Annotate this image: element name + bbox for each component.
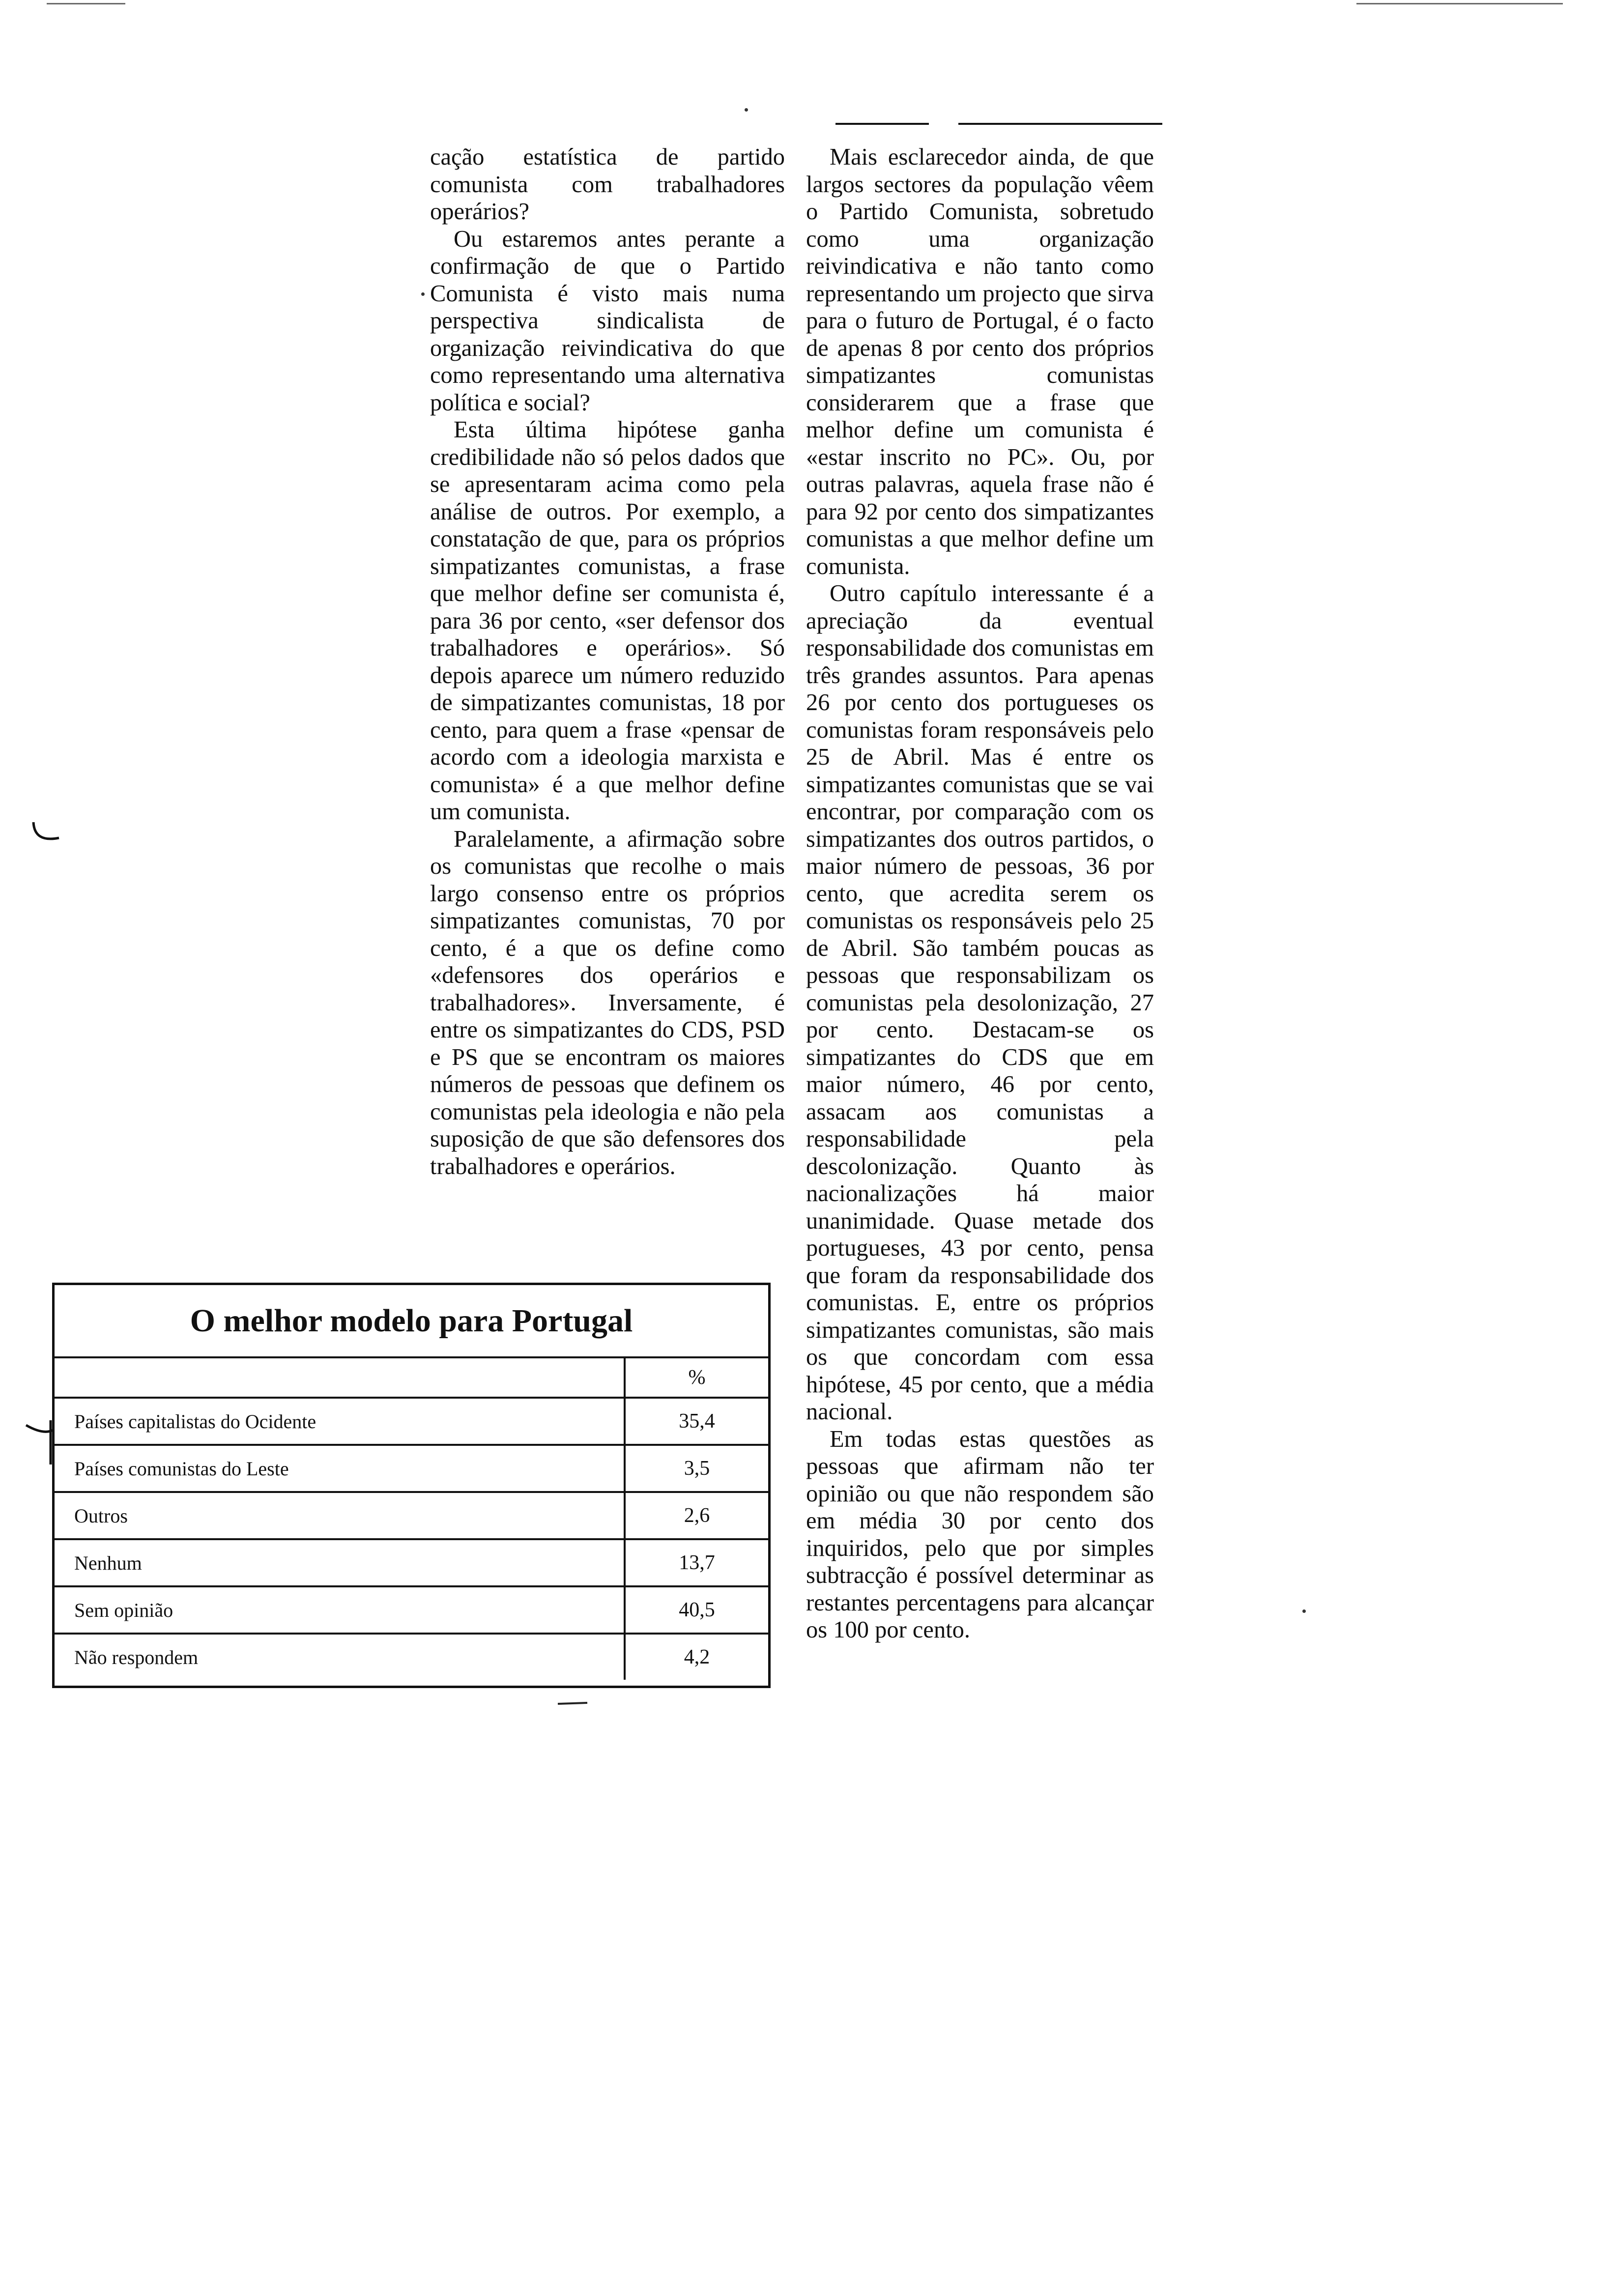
paragraph: Paralelamente, a afirmação sobre os comunistas que recolhe o mais largo consenso entre os próprios simpatizantes comunistas, 70 por cento, é a que os define como «defensores dos operários e trabalhadores». Inversamente, é entre os simpatizantes do CDS, PSD e PS que se encontram os maiores números de pessoas que definem os comunistas pela ideologia e não pela suposição de que são defensores dos trabalhadores e operários. xyxy=(430,826,785,1179)
header-blank-cell xyxy=(55,1358,625,1398)
table-row xyxy=(55,1634,768,1680)
paragraph: Esta última hipótese ganha credibilidade não só pelos dados que se apresentaram acima como pela análise de outros. Por exemplo, a constatação de que, para os próprios simpatizantes comunistas, a frase que melhor define ser comunista é, para 36 por cento, «ser defensor dos trabalhadores e operários». Só depois aparece um número reduzido de simpatizantes comunistas, 18 por cento, para quem a frase «pensar de acordo com a ideologia marxista e comunista» é a que melhor define um comunista. xyxy=(430,417,785,825)
column-rule-short xyxy=(835,123,929,125)
row-label: Países comunistas do Leste xyxy=(55,1445,625,1492)
table-grid xyxy=(55,1358,768,1680)
article-left-column xyxy=(430,144,785,1180)
table-header-row xyxy=(55,1358,768,1398)
table-row xyxy=(55,1492,768,1539)
article-right-column xyxy=(806,144,1154,1644)
row-label: Países capitalistas do Ocidente xyxy=(55,1398,625,1445)
scan-border-right xyxy=(1356,3,1563,4)
row-label: Nenhum xyxy=(55,1539,625,1586)
table-title: O melhor modelo para Portugal xyxy=(55,1285,768,1358)
paragraph: Em todas estas questões as pessoas que afirmam não ter opinião ou que não respondem são em média 30 por cento dos inquiridos, pelo que por simples subtracção é possível determinar as restantes percentagens para alcançar os 100 por cento. xyxy=(806,1426,1154,1643)
row-label: Sem opinião xyxy=(55,1586,625,1634)
row-value: 3,5 xyxy=(625,1445,768,1492)
paragraph: Mais esclarecedor ainda, de que largos sectores da população vêem o Partido Comunista, sobretudo como uma organização reivindicativa e não tanto como representando um projecto que sirva para o futuro de Portugal, é o facto de apenas 8 por cento dos próprios simpatizantes comunistas considerarem que a frase que melhor define um comunista é «estar inscrito no PC». Ou, por outras palavras, aquela frase não é para 92 por cento dos simpatizantes comunistas a que melhor define um comunista. xyxy=(806,144,1154,579)
row-label: Outros xyxy=(55,1492,625,1539)
unit-header: % xyxy=(625,1358,768,1398)
scan-speck-icon xyxy=(421,292,425,296)
table-row xyxy=(55,1445,768,1492)
scan-tick-mark-icon xyxy=(24,1410,68,1469)
scan-speck-icon xyxy=(1302,1609,1306,1613)
table-row xyxy=(55,1586,768,1634)
survey-table xyxy=(52,1283,771,1688)
row-value: 13,7 xyxy=(625,1539,768,1586)
paragraph: Outro capítulo interessante é a apreciação da eventual responsabilidade dos comunistas em três grandes assuntos. Para apenas 26 por cento dos portugueses os comunistas foram responsáveis pelo 25 de Abril. Mas é entre os simpatizantes comunistas que se vai encontrar, por comparação com os simpatizantes dos outros partidos, o maior número de pessoas, 36 por cento, que acredita serem os comunistas os responsáveis pelo 25 de Abril. São também poucas as pessoas que responsabilizam os comunistas pela desolonização, 27 por cento. Destacam-se os simpatizantes do CDS que em maior número, 46 por cento, assacam aos comunistas a responsabilidade pela descolonização. Quanto às nacionalizações há maior unanimidade. Quase metade dos portugueses, 43 por cento, pensa que foram da responsabilidade dos comunistas. E, entre os próprios simpatizantes comunistas, são mais os que concordam com essa hipótese, 45 por cento, que a média nacional. xyxy=(806,580,1154,1425)
scan-speck-icon xyxy=(745,108,748,112)
table-row xyxy=(55,1398,768,1445)
row-label: Não respondem xyxy=(55,1634,625,1680)
scan-corner-mark-icon xyxy=(29,818,64,853)
paragraph: Ou estaremos antes perante a confirmação de que o Partido Comunista é visto mais numa perspectiva sindicalista de organização reivindicativa do que como representando uma alternativa política e social? xyxy=(430,226,785,416)
column-rule-long xyxy=(958,123,1162,125)
row-value: 2,6 xyxy=(625,1492,768,1539)
scan-dash-mark-icon xyxy=(555,1698,590,1708)
paragraph: cação estatística de partido comunista com trabalhadores operários? xyxy=(430,144,785,225)
table-row xyxy=(55,1539,768,1586)
row-value: 35,4 xyxy=(625,1398,768,1445)
row-value: 40,5 xyxy=(625,1586,768,1634)
row-value: 4,2 xyxy=(625,1634,768,1680)
scan-border-left xyxy=(47,3,125,4)
